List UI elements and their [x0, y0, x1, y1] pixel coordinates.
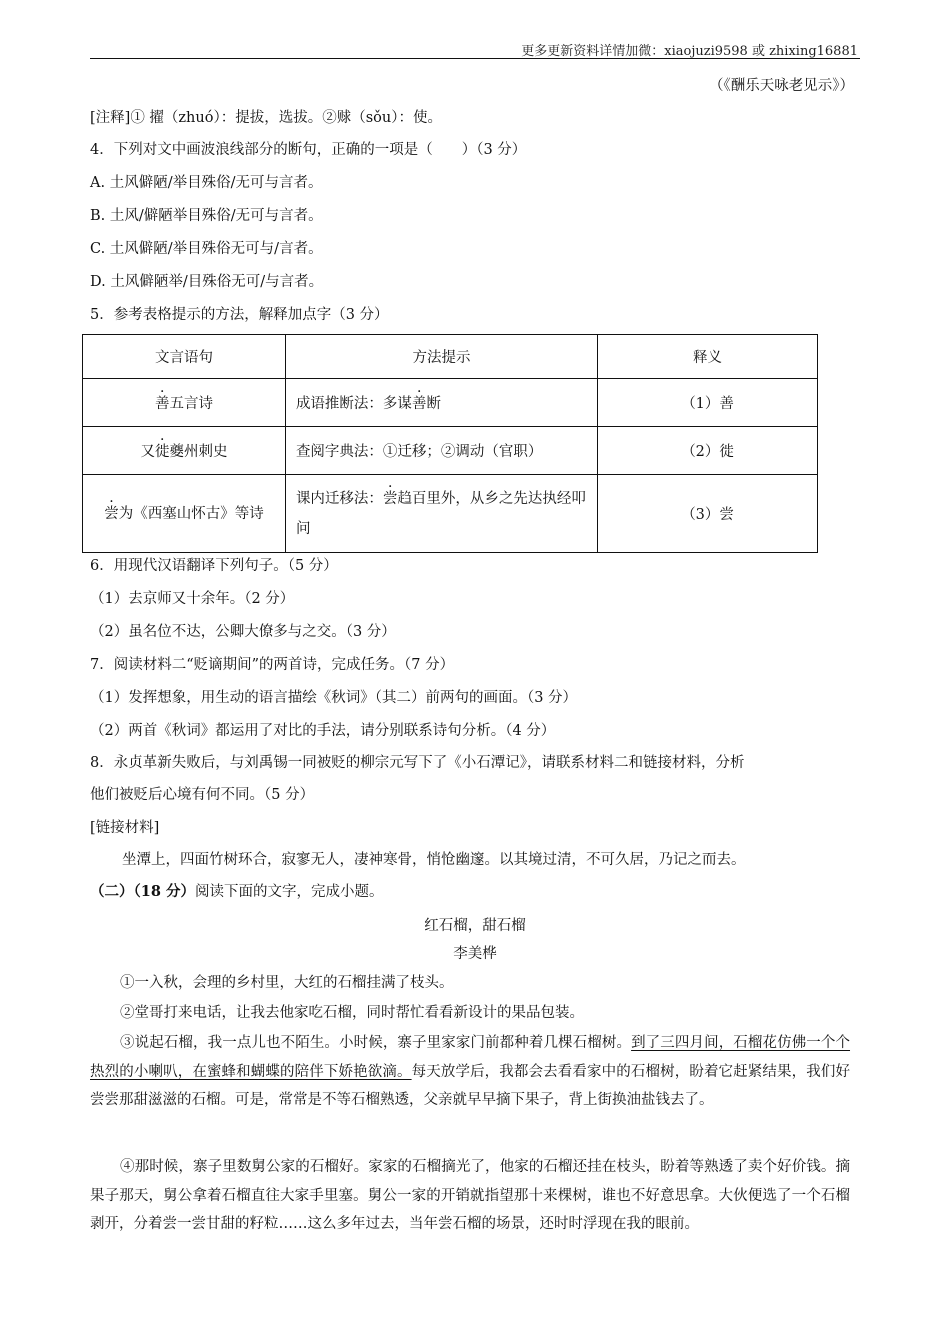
dotted-char: 善: [411, 396, 427, 412]
q7-item-2: （2）两首《秋词》都运用了对比的手法，请分别联系诗句分析。（4 分）: [90, 723, 556, 739]
table-cell: （1）善: [598, 379, 818, 427]
story-para-3: ③说起石榴，我一点儿也不陌生。小时候，寨子里家家门前都种着几棵石榴树。到了三四月间，石榴花仿佛一个个热烈的小喇叭，在蜜蜂和蝴蝶的陪伴下娇艳欲滴。每天放学后，我都会去看看家中的石榴树，盼着它赶紧结果，我们好尝尝那甜滋滋的石榴。可是，常常是不等石榴熟透，父亲就早早摘下果子，背上街换油盐钱去了。: [90, 1035, 851, 1108]
q6-item-2: （2）虽名位不达，公卿大僚多与之交。（3 分）: [90, 624, 396, 640]
dotted-char: 尝: [104, 505, 119, 522]
q5-stem: 5．参考表格提示的方法，解释加点字（3 分）: [90, 307, 389, 323]
table-cell: 善五言诗: [83, 379, 286, 427]
q6-item-1: （1）去京师又十余年。（2 分）: [90, 591, 295, 607]
q8-line-1: 8．永贞革新失败后，与刘禹锡一同被贬的柳宗元写下了《小石潭记》，请联系材料二和链接材料，分析: [90, 755, 745, 771]
q7-stem: 7．阅读材料二“贬谪期间”的两首诗，完成任务。（7 分）: [90, 657, 455, 673]
dotted-char: 善: [154, 396, 170, 412]
link-title: [链接材料]: [90, 820, 160, 836]
table-cell: 查阅字典法：①迁移；②调动（官职）: [285, 427, 597, 475]
annotation: [注释]① 擢（zhuó）：提拔，选拔。②赇（sǒu）：使。: [90, 110, 442, 126]
header-note: 更多更新资料详情加微：xiaojuzi9598 或 zhixing16881: [521, 44, 858, 59]
table-row: [83, 427, 818, 475]
source-line: （《酬乐天咏老见示》）: [709, 78, 854, 94]
table-cell: 尝为《西塞山怀古》等诗: [83, 475, 286, 553]
dotted-char: 徙: [154, 444, 170, 460]
table-cell: 课内迁移法：尝趋百里外，从乡之先达执经叩问: [285, 475, 597, 553]
table-cell: （3）尝: [598, 475, 818, 553]
table-header-row: [83, 335, 818, 379]
story-para-2: ②堂哥打来电话，让我去他家吃石榴，同时帮忙看看新设计的果品包装。: [120, 1005, 584, 1021]
q4-option-c: C. 土风僻陋/举目殊俗无可与/言者。: [90, 241, 323, 257]
section2-heading: [90, 882, 383, 902]
q4-option-d: D. 土风僻陋举/目殊俗无可/与言者。: [90, 274, 324, 290]
table-header: 释义: [598, 335, 818, 379]
q6-stem: 6．用现代汉语翻译下列句子。（5 分）: [90, 558, 338, 574]
q4-option-a: A. 土风僻陋/举目殊俗/无可与言者。: [90, 175, 323, 191]
table-row: [83, 475, 818, 553]
story-para-1: ①一入秋，会理的乡村里，大红的石榴挂满了枝头。: [120, 975, 454, 991]
table-header: 文言语句: [83, 335, 286, 379]
table-cell: （2）徙: [598, 427, 818, 475]
underlined-sentence: 到了三四月间，石榴花仿佛一个个热烈的小喇叭，在蜜蜂和蝴蝶的陪伴下娇艳欲滴。: [90, 1035, 851, 1080]
dotted-char: 尝: [382, 490, 398, 507]
story-title: 红石榴，甜石榴: [424, 918, 526, 934]
q4-option-b: B. 土风/僻陋举目殊俗/无可与言者。: [90, 208, 323, 224]
q5-table: [82, 334, 818, 553]
header-rule: [90, 58, 860, 59]
link-text: 坐潭上，四面竹树环合，寂寥无人，凄神寒骨，悄怆幽邃。以其境过清，不可久居，乃记之而去。: [122, 852, 746, 868]
table-row: [83, 379, 818, 427]
section2-label: （二）（18 分）: [90, 883, 195, 900]
q4-stem: 4．下列对文中画波浪线部分的断句，正确的一项是（ ）（3 分）: [90, 142, 527, 158]
q7-item-1: （1）发挥想象，用生动的语言描绘《秋词》（其二）前两句的画面。（3 分）: [90, 690, 578, 706]
table-cell: 成语推断法：多谋善断: [285, 379, 597, 427]
q8-line-2: 他们被贬后心境有何不同。（5 分）: [90, 787, 315, 803]
story-para-4: ④那时候，寨子里数舅公家的石榴好。家家的石榴摘光了，他家的石榴还挂在枝头，盼着等熟透了卖个好价钱。摘果子那天，舅公拿着石榴直往大家手里塞。舅公一家的开销就指望那十来棵树，谁也不好意思拿。大伙便选了一个石榴剥开，分着尝一尝甘甜的籽粒……这么多年过去，当年尝石榴的场景，还时时浮现在我的眼前。: [90, 1159, 850, 1232]
table-cell: 又徙夔州刺史: [83, 427, 286, 475]
section2-text: 阅读下面的文字，完成小题。: [194, 884, 384, 900]
table-header: 方法提示: [285, 335, 597, 379]
story-author: 李美桦: [453, 946, 497, 962]
